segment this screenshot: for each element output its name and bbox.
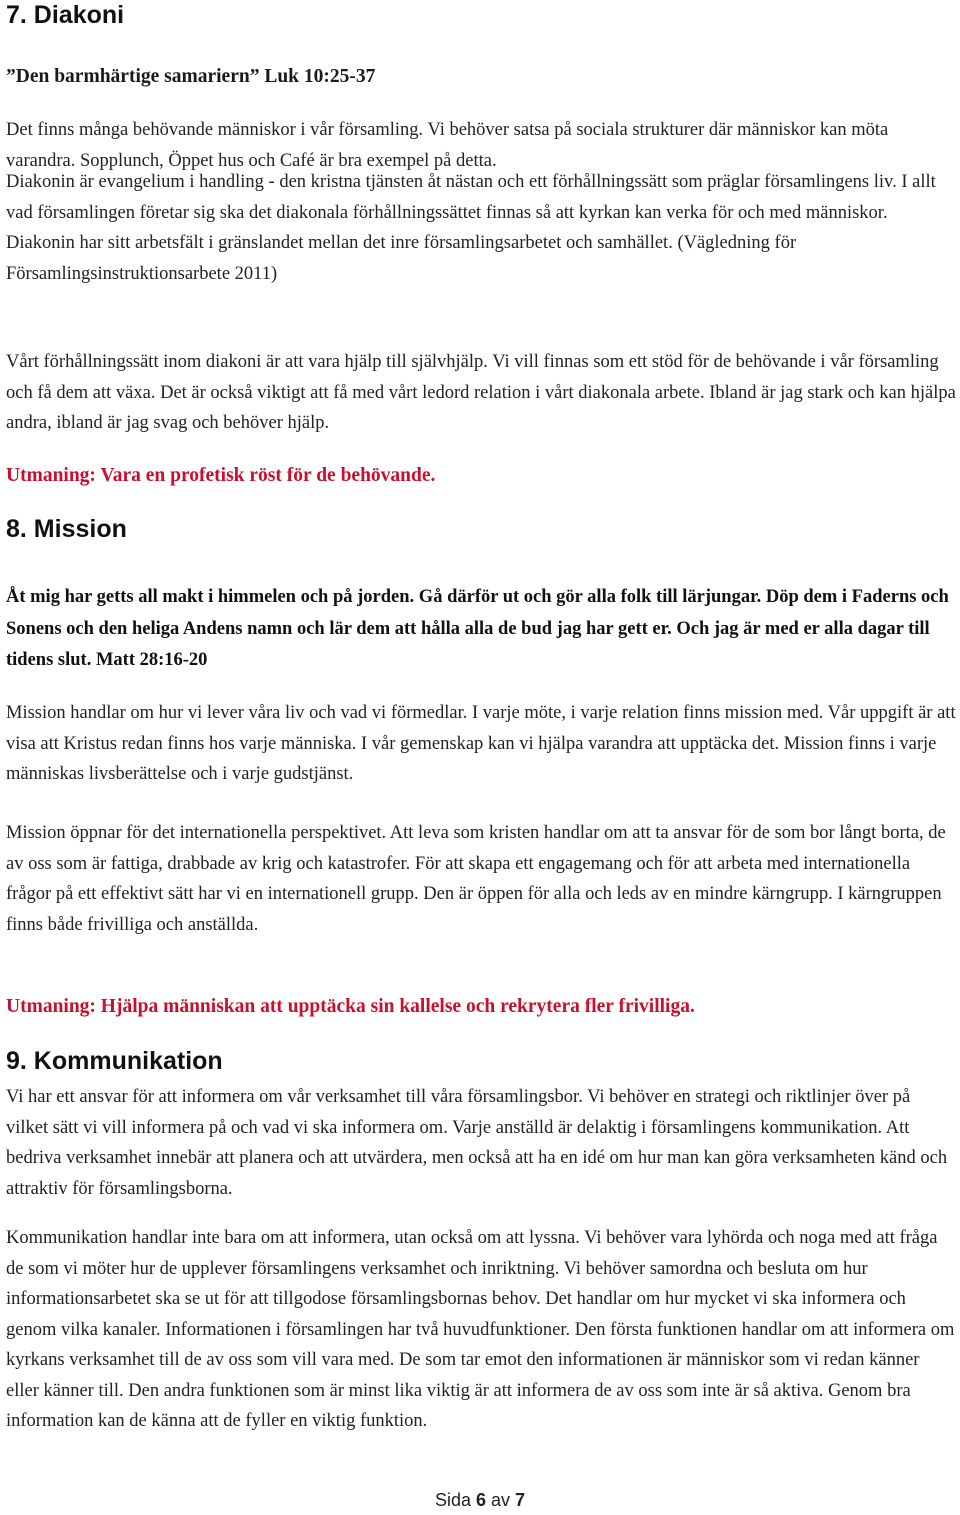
page-footer [0, 1490, 960, 1511]
kommunikation-paragraph-2: Kommunikation handlar inte bara om att informera, utan också om att lyssna. Vi behöver vara lyhörda och noga med att fråga de som vi möter hur de upplever församlingens verksamhet och inriktning. Vi behöver samordna och besluta om hur informationsarbetet ska se ut för att tillgodose församlingsbornas behov. Det handlar om hur mycket vi ska informera och genom vilka kanaler. Informationen i församlingen har två huvudfunktioner. Den första funktionen handlar om att informera om kyrkans verksamhet till de av oss som vill vara med. De som tar emot den informationen är människor som vi redan känner eller känner till. Den andra funktionen som är minst lika viktig är att informera de av oss som inte är så aktiva. Genom bra information kan de känna att de fyller en viktig funktion. [6, 1228, 955, 1431]
page-label: Sida [434, 1490, 471, 1510]
page-of-label: av [491, 1490, 511, 1510]
kommunikation-paragraph-1: Vi har ett ansvar för att informera om vår verksamhet till våra församlingsbor. Vi behöver en strategi och riktlinjer över på vilket sätt vi vill informera på och vad vi ska informera om. Varje anställd är delaktig i församlingens kommunikation. Att bedriva verksamhet innebär att planera och att utvärdera, men också att ha en idé om hur man kan göra verksamheten känd och attraktiv för församlingsborna. [6, 1087, 948, 1199]
mission-challenge: Utmaning: Hjälpa människan att upptäcka sin kallelse och rekrytera fler frivilliga. [6, 996, 695, 1017]
total-page-number: 7 [515, 1490, 526, 1510]
diakoni-paragraph-3: Vårt förhållningssätt inom diakoni är att vara hjälp till självhjälp. Vi vill finnas som ett stöd för de behövande i vår församling och få dem att växa. Det är också viktigt att få med vårt ledord relation i vårt diakonala arbete. Ibland är jag stark och kan hjälpa andra, ibland är jag svag och behöver hjälp. [6, 352, 956, 433]
mission-paragraph-1: Mission handlar om hur vi lever våra liv och vad vi förmedlar. I varje möte, i varje relation finns mission med. Vår uppgift är att visa att Kristus redan finns hos varje människa. I vår gemenskap kan vi hjälpa varandra att upptäcka det. Mission finns i varje människas livsberättelse och i varje gudstjänst. [6, 703, 956, 784]
section-heading-mission: 8. Mission [6, 515, 127, 543]
current-page-number: 6 [475, 1490, 486, 1510]
diakoni-paragraph-2: Diakonin är evangelium i handling - den kristna tjänsten åt nästan och ett förhållningssätt som präglar församlingens liv. I allt vad församlingen företar sig ska det diakonala förhållningssättet finnas så att kyrkan kan verka för och med människor. Diakonin har sitt arbetsfält i gränslandet mellan det inre församlingsarbetet och samhället. (Vägledning för Församlingsinstruktionsarbete 2011) [6, 172, 936, 284]
diakoni-paragraph-1: Det finns många behövande människor i vår församling. Vi behöver satsa på sociala strukturer där människor kan möta varandra. Sopplunch, Öppet hus och Café är bra exempel på detta. [6, 120, 889, 171]
diakoni-challenge: Utmaning: Vara en profetisk röst för de behövande. [6, 465, 436, 486]
mission-scripture-quote: Åt mig har getts all makt i himmelen och på jorden. Gå därför ut och gör alla folk till lärjungar. Döp dem i Faderns och Sonens och den heliga Andens namn och lär dem att hålla alla de bud jag har gett er. Och jag är med er alla dagar till tidens slut. Matt 28:16-20 [6, 587, 949, 670]
mission-paragraph-2: Mission öppnar för det internationella perspektivet. Att leva som kristen handlar om att ta ansvar för de som bor långt borta, de av oss som är fattiga, drabbade av krig och katastrofer. För att skapa ett engagemang och för att arbeta med internationella frågor på ett effektivt sätt har vi en internationell grupp. Den är öppen för alla och leds av en mindre kärngrupp. I kärngruppen finns både frivilliga och anställda. [6, 823, 946, 935]
section-heading-kommunikation: 9. Kommunikation [6, 1047, 223, 1075]
section-heading-diakoni: 7. Diakoni [6, 1, 125, 29]
bible-reference: ”Den barmhärtige samariern” Luk 10:25-37 [6, 66, 376, 87]
